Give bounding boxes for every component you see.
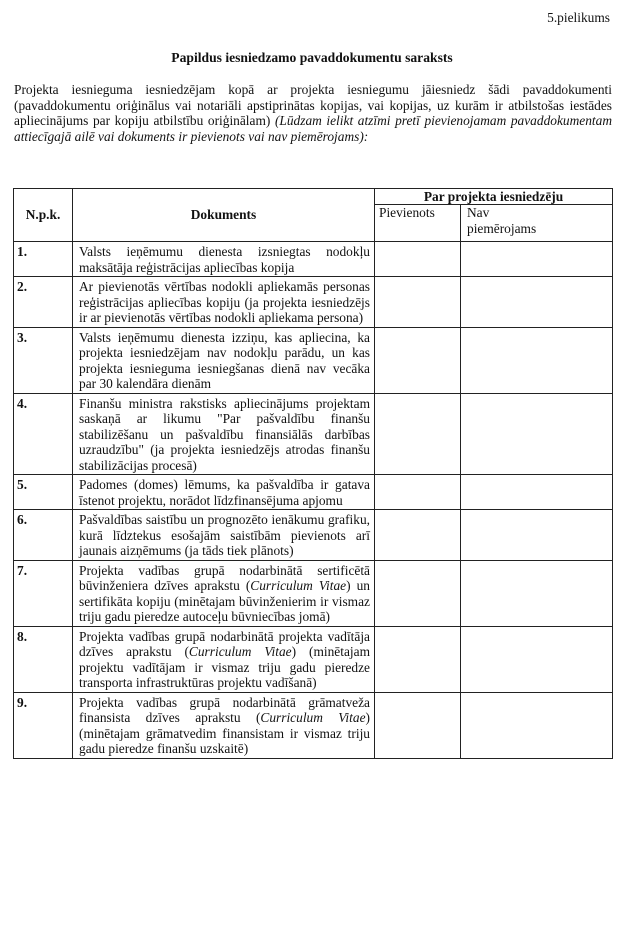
row-number: 6. bbox=[14, 510, 73, 561]
table-row bbox=[14, 626, 613, 692]
row-number: 4. bbox=[14, 393, 73, 475]
row-document-text: Finanšu ministra rakstisks apliecinājums projektam saskaņā ar likumu "Par pašvaldību finanšu stabilizēšanu un pašvaldību finansiālās darbības uzraudzību" (ja projekta iesniedzējs atrodas finanšu stabilizācijas procesā) bbox=[79, 395, 370, 473]
row-document-text: Valsts ieņēmumu dienesta izsniegtas nodokļu maksātāja reģistrācijas apliecības kopija bbox=[79, 244, 370, 275]
row-document bbox=[73, 393, 375, 475]
row-document-italic: Curriculum Vitae bbox=[260, 710, 366, 725]
table-row bbox=[14, 692, 613, 758]
row-document-text: Padomes (domes) lēmums, ka pašvaldība ir gatava īstenot projektu, norādot līdzfinansējuma apjomu bbox=[79, 477, 370, 508]
pievienots-cell[interactable] bbox=[375, 393, 461, 475]
row-document-text: Ar pievienotās vērtības nodokli apliekamās personas reģistrācijas apliecības kopiju (ja projekta iesniedzējs ir ar pievienotās vērtības nodokli apliekama persona) bbox=[79, 279, 370, 325]
row-number: 3. bbox=[14, 327, 73, 393]
header-pievienots: Pievienots bbox=[375, 205, 461, 242]
row-document-text: Projekta vadības grupā nodarbinātā grāmatveža finansista dzīves aprakstu ( bbox=[79, 694, 370, 725]
nav-piemerojams-cell[interactable] bbox=[461, 510, 613, 561]
row-document-text: Valsts ieņēmumu dienesta izziņu, kas apliecina, ka projekta iesniedzējam nav nodokļu parādu, un kas projekta iesnieguma iesniegšanas dienā nav vecāka par 30 kalendāra dienām bbox=[79, 329, 370, 391]
nav-piemerojams-cell[interactable] bbox=[461, 626, 613, 692]
row-document-text: Projekta vadības grupā nodarbinātā sertificētā būvinženiera dzīves aprakstu ( bbox=[79, 562, 370, 593]
nav-piemerojams-cell[interactable] bbox=[461, 692, 613, 758]
row-document-text: Pašvaldības saistību un prognozēto ienākumu grafiku, kurā līdztekus esošajām saistībām pievienots arī jaunais aizņēmums (ja tāds tiek plānots) bbox=[79, 512, 370, 558]
row-number: 2. bbox=[14, 277, 73, 328]
nav-piemerojams-cell[interactable] bbox=[461, 560, 613, 626]
pievienots-cell[interactable] bbox=[375, 277, 461, 328]
row-document-text-end: ) (minētajam projektu vadītājam ir vismaz triju gadu pieredze transporta infrastruktūras projektu vadīšanā) bbox=[79, 644, 370, 690]
row-document-text: Projekta vadības grupā nodarbinātā projekta vadītāja dzīves aprakstu ( bbox=[79, 628, 370, 659]
nav-piemerojams-cell[interactable] bbox=[461, 393, 613, 475]
table-row bbox=[14, 475, 613, 510]
nav-piemerojams-cell[interactable] bbox=[461, 475, 613, 510]
table-row bbox=[14, 242, 613, 277]
nav-piemerojams-cell[interactable] bbox=[461, 327, 613, 393]
header-npk: N.p.k. bbox=[14, 189, 73, 242]
nav-piemerojams-cell[interactable] bbox=[461, 277, 613, 328]
row-number: 1. bbox=[14, 242, 73, 277]
row-document-italic: Curriculum Vitae bbox=[250, 578, 347, 593]
pievienots-cell[interactable] bbox=[375, 510, 461, 561]
pievienots-cell[interactable] bbox=[375, 242, 461, 277]
row-document-italic: Curriculum Vitae bbox=[188, 644, 292, 659]
header-nav-piemerojams-label: Nav piemērojams bbox=[467, 205, 537, 236]
header-dokuments: Dokuments bbox=[73, 189, 375, 242]
pievienots-cell[interactable] bbox=[375, 560, 461, 626]
pievienots-cell[interactable] bbox=[375, 475, 461, 510]
table-row bbox=[14, 393, 613, 475]
header-par-projekta-iesniedzeju: Par projekta iesniedzēju bbox=[375, 189, 613, 205]
nav-piemerojams-cell[interactable] bbox=[461, 242, 613, 277]
table-row bbox=[14, 277, 613, 328]
header-nav-piemerojams bbox=[461, 205, 613, 242]
row-document-text-end: ) (minētajam grāmatvedim finansistam ir vismaz triju gadu pieredze finanšu uzskaitē) bbox=[79, 710, 370, 756]
table-row bbox=[14, 510, 613, 561]
row-number: 8. bbox=[14, 626, 73, 692]
pievienots-cell[interactable] bbox=[375, 327, 461, 393]
table-row bbox=[14, 560, 613, 626]
row-document bbox=[73, 242, 375, 277]
intro-text: Projekta iesnieguma iesniedzējam kopā ar projekta iesniegumu jāiesniedz šādi pavaddokumenti (pavaddokumentu oriģinālus vai notariāli apstiprinātas kopijas, vai kopijas, uz kurām ir atbilstošas iestādes apliecinājums par kopiju atbilstību oriģinālam) bbox=[14, 82, 612, 129]
table-row bbox=[14, 327, 613, 393]
row-number: 5. bbox=[14, 475, 73, 510]
annex-label: 5.pielikums bbox=[547, 10, 610, 25]
row-document-text-end: ) un sertifikāta kopiju (minētajam būvinženierim ir vismaz triju gadu pieredze autoceļu būvniecības jomā) bbox=[79, 578, 370, 624]
row-document bbox=[73, 327, 375, 393]
row-number: 7. bbox=[14, 560, 73, 626]
row-number: 9. bbox=[14, 692, 73, 758]
row-document bbox=[73, 510, 375, 561]
document-title: Papildus iesniedzamo pavaddokumentu saraksts bbox=[171, 50, 453, 65]
row-document bbox=[73, 626, 375, 692]
row-document bbox=[73, 692, 375, 758]
pievienots-cell[interactable] bbox=[375, 692, 461, 758]
intro-instruction: (Lūdzam ielikt atzīmi pretī pievienojamam pavaddokumentam attiecīgajā ailē vai dokuments ir pievienots vai nav piemērojams): bbox=[14, 113, 612, 144]
row-document bbox=[73, 560, 375, 626]
row-document bbox=[73, 277, 375, 328]
row-document bbox=[73, 475, 375, 510]
pievienots-cell[interactable] bbox=[375, 626, 461, 692]
documents-table bbox=[13, 188, 613, 759]
intro-paragraph bbox=[14, 82, 612, 144]
